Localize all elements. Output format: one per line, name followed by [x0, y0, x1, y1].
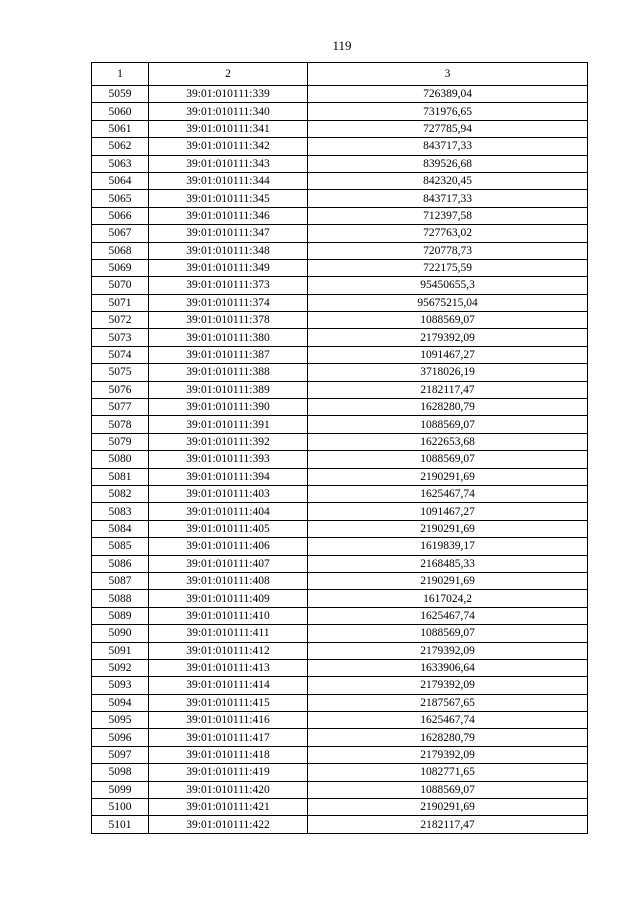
row-number-cell: 5098 — [92, 764, 149, 781]
value-cell: 1625467,74 — [308, 485, 588, 502]
value-cell: 2187567,65 — [308, 694, 588, 711]
column-header-number: 1 — [92, 63, 149, 86]
cadastral-number-cell: 39:01:010111:348 — [149, 242, 308, 259]
cadastral-number-cell: 39:01:010111:387 — [149, 346, 308, 363]
value-cell: 842320,45 — [308, 172, 588, 189]
row-number-cell: 5096 — [92, 729, 149, 746]
row-number-cell: 5094 — [92, 694, 149, 711]
value-cell: 2179392,09 — [308, 642, 588, 659]
table-row — [92, 799, 588, 816]
table-row — [92, 312, 588, 329]
value-cell: 2179392,09 — [308, 677, 588, 694]
value-cell: 1088569,07 — [308, 416, 588, 433]
cadastral-number-cell: 39:01:010111:416 — [149, 712, 308, 729]
cadastral-number-cell: 39:01:010111:407 — [149, 555, 308, 572]
value-cell: 2168485,33 — [308, 555, 588, 572]
cadastral-number-cell: 39:01:010111:346 — [149, 207, 308, 224]
cadastral-number-cell: 39:01:010111:380 — [149, 329, 308, 346]
table-row — [92, 138, 588, 155]
row-number-cell: 5081 — [92, 468, 149, 485]
value-cell: 2182117,47 — [308, 816, 588, 833]
value-cell: 3718026,19 — [308, 364, 588, 381]
row-number-cell: 5067 — [92, 225, 149, 242]
cadastral-number-cell: 39:01:010111:417 — [149, 729, 308, 746]
value-cell: 2190291,69 — [308, 799, 588, 816]
row-number-cell: 5086 — [92, 555, 149, 572]
row-number-cell: 5083 — [92, 503, 149, 520]
row-number-cell: 5090 — [92, 625, 149, 642]
row-number-cell: 5068 — [92, 242, 149, 259]
cadastral-number-cell: 39:01:010111:347 — [149, 225, 308, 242]
table-row — [92, 86, 588, 103]
cadastral-number-cell: 39:01:010111:411 — [149, 625, 308, 642]
cadastral-number-cell: 39:01:010111:374 — [149, 294, 308, 311]
row-number-cell: 5093 — [92, 677, 149, 694]
table-row — [92, 642, 588, 659]
table-row — [92, 468, 588, 485]
value-cell: 727785,94 — [308, 120, 588, 137]
row-number-cell: 5061 — [92, 120, 149, 137]
cadastral-number-cell: 39:01:010111:422 — [149, 816, 308, 833]
table-row — [92, 816, 588, 833]
table-row — [92, 503, 588, 520]
value-cell: 1091467,27 — [308, 346, 588, 363]
row-number-cell: 5097 — [92, 746, 149, 763]
value-cell: 1625467,74 — [308, 607, 588, 624]
row-number-cell: 5072 — [92, 312, 149, 329]
value-cell: 726389,04 — [308, 86, 588, 103]
value-cell: 2190291,69 — [308, 520, 588, 537]
table-row — [92, 155, 588, 172]
value-cell: 2190291,69 — [308, 468, 588, 485]
table-row — [92, 103, 588, 120]
cadastral-number-cell: 39:01:010111:345 — [149, 190, 308, 207]
row-number-cell: 5091 — [92, 642, 149, 659]
table-row — [92, 538, 588, 555]
table-row — [92, 659, 588, 676]
value-cell: 1628280,79 — [308, 399, 588, 416]
row-number-cell: 5101 — [92, 816, 149, 833]
value-cell: 95450655,3 — [308, 277, 588, 294]
row-number-cell: 5084 — [92, 520, 149, 537]
table-header — [92, 63, 588, 86]
row-number-cell: 5059 — [92, 86, 149, 103]
value-cell: 2182117,47 — [308, 381, 588, 398]
cadastral-number-cell: 39:01:010111:339 — [149, 86, 308, 103]
column-header-value: 3 — [308, 63, 588, 86]
cadastral-number-cell: 39:01:010111:349 — [149, 259, 308, 276]
table-body — [92, 86, 588, 834]
value-cell: 1625467,74 — [308, 712, 588, 729]
value-cell: 1628280,79 — [308, 729, 588, 746]
cadastral-number-cell: 39:01:010111:373 — [149, 277, 308, 294]
row-number-cell: 5070 — [92, 277, 149, 294]
cadastral-number-cell: 39:01:010111:412 — [149, 642, 308, 659]
value-cell: 1088569,07 — [308, 781, 588, 798]
cadastral-number-cell: 39:01:010111:410 — [149, 607, 308, 624]
row-number-cell: 5064 — [92, 172, 149, 189]
value-cell: 839526,68 — [308, 155, 588, 172]
row-number-cell: 5100 — [92, 799, 149, 816]
table-row — [92, 242, 588, 259]
value-cell: 727763,02 — [308, 225, 588, 242]
row-number-cell: 5075 — [92, 364, 149, 381]
value-cell: 843717,33 — [308, 138, 588, 155]
cadastral-number-cell: 39:01:010111:388 — [149, 364, 308, 381]
value-cell: 2190291,69 — [308, 572, 588, 589]
cadastral-number-cell: 39:01:010111:406 — [149, 538, 308, 555]
value-cell: 843717,33 — [308, 190, 588, 207]
row-number-cell: 5092 — [92, 659, 149, 676]
table-row — [92, 712, 588, 729]
table-row — [92, 381, 588, 398]
value-cell: 1088569,07 — [308, 451, 588, 468]
table-row — [92, 677, 588, 694]
table-row — [92, 520, 588, 537]
table-row — [92, 485, 588, 502]
cadastral-number-cell: 39:01:010111:394 — [149, 468, 308, 485]
value-cell: 1622653,68 — [308, 433, 588, 450]
table-row — [92, 746, 588, 763]
row-number-cell: 5060 — [92, 103, 149, 120]
row-number-cell: 5095 — [92, 712, 149, 729]
cadastral-number-cell: 39:01:010111:344 — [149, 172, 308, 189]
cadastral-number-cell: 39:01:010111:418 — [149, 746, 308, 763]
row-number-cell: 5082 — [92, 485, 149, 502]
table-row — [92, 277, 588, 294]
row-number-cell: 5074 — [92, 346, 149, 363]
table-row — [92, 625, 588, 642]
row-number-cell: 5078 — [92, 416, 149, 433]
table-row — [92, 572, 588, 589]
table-row — [92, 329, 588, 346]
value-cell: 1088569,07 — [308, 625, 588, 642]
cadastral-number-cell: 39:01:010111:414 — [149, 677, 308, 694]
row-number-cell: 5077 — [92, 399, 149, 416]
cadastral-number-cell: 39:01:010111:391 — [149, 416, 308, 433]
value-cell: 712397,58 — [308, 207, 588, 224]
cadastral-number-cell: 39:01:010111:390 — [149, 399, 308, 416]
row-number-cell: 5087 — [92, 572, 149, 589]
row-number-cell: 5079 — [92, 433, 149, 450]
table-row — [92, 781, 588, 798]
value-cell: 722175,59 — [308, 259, 588, 276]
row-number-cell: 5085 — [92, 538, 149, 555]
table-row — [92, 729, 588, 746]
value-cell: 1633906,64 — [308, 659, 588, 676]
header-row — [92, 63, 588, 86]
table-row — [92, 764, 588, 781]
row-number-cell: 5065 — [92, 190, 149, 207]
table-row — [92, 590, 588, 607]
table-row — [92, 225, 588, 242]
table-row — [92, 694, 588, 711]
table-row — [92, 364, 588, 381]
value-cell: 731976,65 — [308, 103, 588, 120]
value-cell: 1617024,2 — [308, 590, 588, 607]
table-row — [92, 346, 588, 363]
cadastral-number-cell: 39:01:010111:342 — [149, 138, 308, 155]
cadastral-number-cell: 39:01:010111:409 — [149, 590, 308, 607]
cadastral-number-cell: 39:01:010111:405 — [149, 520, 308, 537]
table-row — [92, 607, 588, 624]
row-number-cell: 5099 — [92, 781, 149, 798]
value-cell: 1619839,17 — [308, 538, 588, 555]
value-cell: 1091467,27 — [308, 503, 588, 520]
row-number-cell: 5088 — [92, 590, 149, 607]
column-header-cadastral-number: 2 — [149, 63, 308, 86]
row-number-cell: 5071 — [92, 294, 149, 311]
cadastral-number-cell: 39:01:010111:413 — [149, 659, 308, 676]
table-row — [92, 259, 588, 276]
cadastral-number-cell: 39:01:010111:392 — [149, 433, 308, 450]
cadastral-number-cell: 39:01:010111:341 — [149, 120, 308, 137]
table-row — [92, 416, 588, 433]
cadastral-number-cell: 39:01:010111:419 — [149, 764, 308, 781]
value-cell: 95675215,04 — [308, 294, 588, 311]
cadastral-number-cell: 39:01:010111:415 — [149, 694, 308, 711]
value-cell: 2179392,09 — [308, 746, 588, 763]
cadastral-number-cell: 39:01:010111:389 — [149, 381, 308, 398]
table-row — [92, 555, 588, 572]
table-row — [92, 433, 588, 450]
row-number-cell: 5062 — [92, 138, 149, 155]
table-row — [92, 294, 588, 311]
value-cell: 720778,73 — [308, 242, 588, 259]
row-number-cell: 5089 — [92, 607, 149, 624]
value-cell: 1082771,65 — [308, 764, 588, 781]
cadastral-number-cell: 39:01:010111:403 — [149, 485, 308, 502]
cadastral-number-cell: 39:01:010111:343 — [149, 155, 308, 172]
row-number-cell: 5066 — [92, 207, 149, 224]
row-number-cell: 5076 — [92, 381, 149, 398]
cadastral-number-cell: 39:01:010111:421 — [149, 799, 308, 816]
cadastral-number-cell: 39:01:010111:378 — [149, 312, 308, 329]
table-row — [92, 207, 588, 224]
value-cell: 2179392,09 — [308, 329, 588, 346]
row-number-cell: 5080 — [92, 451, 149, 468]
row-number-cell: 5069 — [92, 259, 149, 276]
table-row — [92, 120, 588, 137]
row-number-cell: 5063 — [92, 155, 149, 172]
row-number-cell: 5073 — [92, 329, 149, 346]
cadastral-number-cell: 39:01:010111:420 — [149, 781, 308, 798]
cadastral-number-cell: 39:01:010111:404 — [149, 503, 308, 520]
page-number: 119 — [332, 38, 352, 53]
value-cell: 1088569,07 — [308, 312, 588, 329]
cadastral-number-cell: 39:01:010111:393 — [149, 451, 308, 468]
table-row — [92, 399, 588, 416]
table-row — [92, 190, 588, 207]
cadastral-number-cell: 39:01:010111:340 — [149, 103, 308, 120]
cadastral-number-cell: 39:01:010111:408 — [149, 572, 308, 589]
table-row — [92, 451, 588, 468]
registry-table — [91, 62, 588, 834]
table-row — [92, 172, 588, 189]
